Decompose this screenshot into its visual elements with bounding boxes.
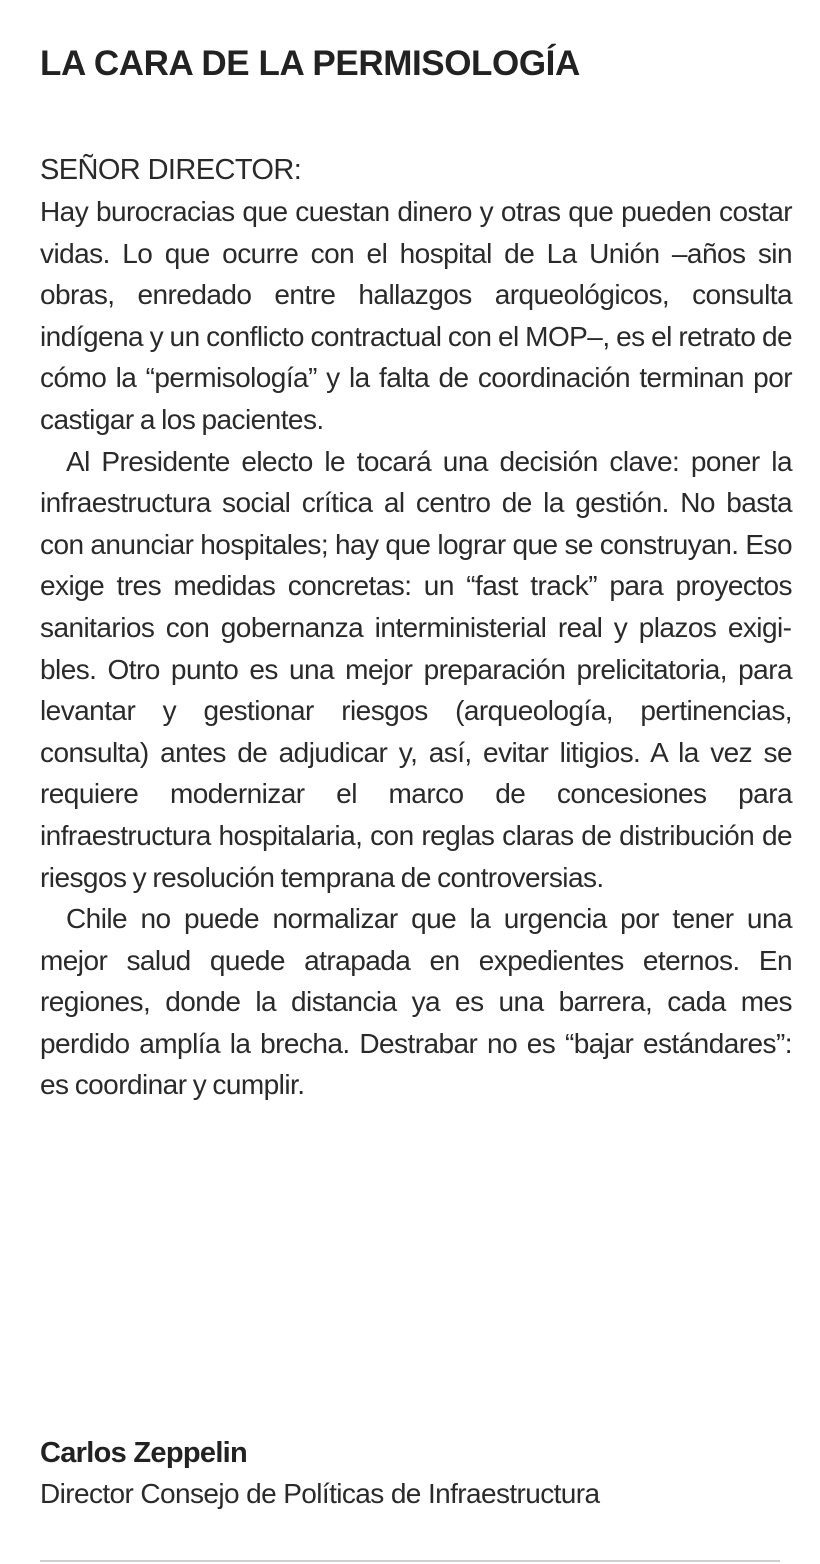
headline: LA CARA DE LA PERMISOLOGÍA <box>40 44 580 83</box>
author-name: Carlos Zeppelin <box>40 1437 248 1469</box>
salutation: SEÑOR DIRECTOR: <box>40 154 302 186</box>
paragraph-2: Al Presidente electo le tocará una decisión clave: poner la infraestructura social crítica al centro de la gestión. No basta con anunciar hospitales; hay que lograr que se construyan. Eso exige tres medidas concretas: un “fast track” para proyectos sanitarios con gobernanza interministerial real y plazos exigibles. Otro punto es una mejor preparación prelicitatoria, para levantar y gestionar riesgos (arqueología, pertinencias, consulta) antes de adjudicar y, así, evitar litigios. A la vez se requiere modernizar el marco de concesiones para infraestructura hospitalaria, con reglas claras de distribución de riesgos y resolución temprana de controversias. <box>40 445 792 893</box>
letter-body <box>40 149 792 1106</box>
paragraph-3: Chile no puede normalizar que la urgencia por tener una mejor salud quede atrapada en expedientes eternos. En regiones, donde la distancia ya es una barrera, cada mes perdido amplía la brecha. Destrabar no es “bajar estándares”: es coordinar y cumplir. <box>40 903 792 1101</box>
bottom-divider <box>40 1560 780 1562</box>
author-title: Director Consejo de Políticas de Infraestructura <box>40 1478 600 1509</box>
signature-block <box>40 1433 800 1515</box>
paragraph-1: Hay burocracias que cuestan dinero y otras que pueden costar vidas. Lo que ocurre con el hospital de La Unión –años sin obras, enredado entre hallazgos arqueológicos, consulta indígena y un conflicto contractual con el MOP–, es el retrato de cómo la “permisología” y la falta de coordinación terminan por castigar a los pacientes. <box>40 196 792 435</box>
